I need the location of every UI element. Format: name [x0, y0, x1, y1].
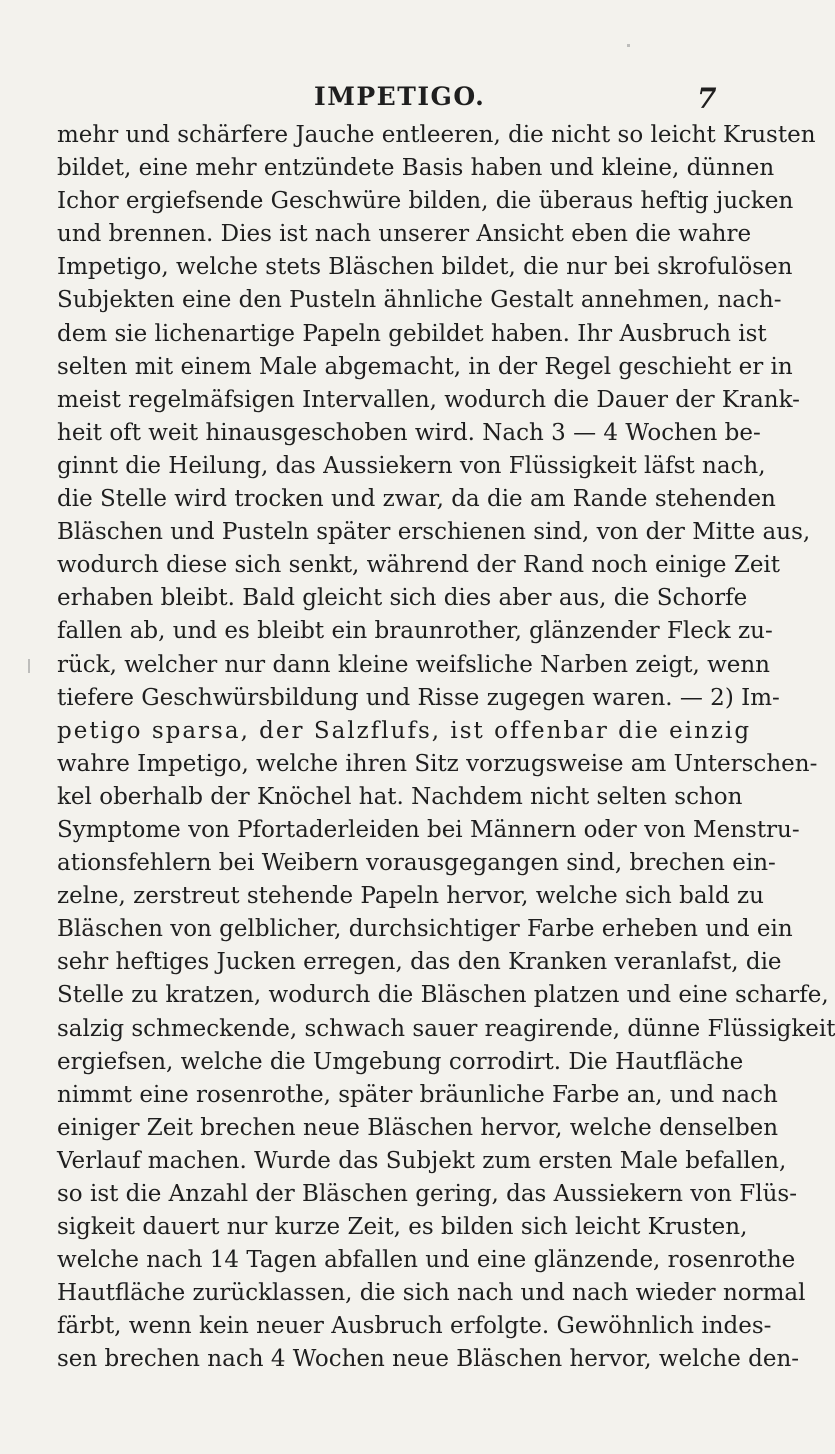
text-line: färbt, wenn kein neuer Ausbruch erfolgte. Gewöhnlich indes- [57, 1313, 772, 1340]
text-line: Impetigo, welche stets Bläschen bildet, die nur bei skrofulösen [57, 254, 793, 281]
text-line: mehr und schärfere Jauche entleeren, die nicht so leicht Krusten [57, 122, 816, 148]
text-line: einiger Zeit brechen neue Bläschen hervor, welche denselben [57, 1114, 779, 1141]
text-line: sehr heftiges Jucken erregen, das den Kranken veranlafst, die [57, 949, 782, 976]
text-line: bildet, eine mehr entzündete Basis haben und kleine, dünnen [57, 155, 775, 182]
text-line: so ist die Anzahl der Bläschen gering, das Aussiekern von Flüs- [57, 1181, 797, 1207]
text-line: und brennen. Dies ist nach unserer Ansicht eben die wahre [57, 221, 752, 248]
text-line: welche nach 14 Tagen abfallen und eine glänzende, rosenrothe [57, 1247, 796, 1274]
text-line: heit oft weit hinausgeschoben wird. Nach 3 — 4 Wochen be- [57, 419, 761, 446]
text-line: Bläschen und Pusteln später erschienen sind, von der Mitte aus, [57, 519, 811, 546]
text-line: ginnt die Heilung, das Aussiekern von Flüssigkeit läfst nach, [57, 452, 766, 479]
text-line: kel oberhalb der Knöchel hat. Nachdem nicht selten schon [57, 783, 743, 810]
text-line: Symptome von Pfortaderleiden bei Männern oder von Menstru- [57, 816, 800, 843]
text-line: zelne, zerstreut stehende Papeln hervor, welche sich bald zu [57, 883, 764, 910]
text-line: ationsfehlern bei Weibern vorausgegangen sind, brechen ein- [57, 850, 776, 877]
text-line: ergiefsen, welche die Umgebung corrodirt. Die Hautfläche [57, 1048, 744, 1075]
text-line: Bläschen von gelblicher, durchsichtiger Farbe erheben und ein [57, 916, 793, 943]
text-line: sigkeit dauert nur kurze Zeit, es bilden sich leicht Krusten, [57, 1214, 748, 1241]
text-line: dem sie lichenartige Papeln gebildet haben. Ihr Ausbruch ist [57, 320, 767, 347]
page-number: 7 [697, 82, 717, 115]
text-line: tiefere Geschwürsbildung und Risse zugegen waren. — 2) Im- [57, 684, 780, 711]
text-line: Verlauf machen. Wurde das Subjekt zum ersten Male befallen, [57, 1147, 787, 1174]
scan-speck [28, 659, 30, 673]
text-line: fallen ab, und es bleibt ein braunrother, glänzender Fleck zu- [57, 618, 773, 645]
text-line: Hautfläche zurücklassen, die sich nach und nach wieder normal [57, 1280, 806, 1307]
text-line: selten mit einem Male abgemacht, in der Regel geschieht er in [57, 353, 793, 380]
text-line: rück, welcher nur dann kleine weifsliche Narben zeigt, wenn [57, 651, 770, 678]
body-text [57, 119, 835, 1377]
text-line: Ichor ergiefsende Geschwüre bilden, die überaus heftig jucken [57, 188, 794, 215]
text-line: salzig schmeckende, schwach sauer reagirende, dünne Flüssigkeit [57, 1015, 835, 1042]
text-line: die Stelle wird trocken und zwar, da die am Rande stehenden [57, 486, 776, 513]
text-line: Subjekten eine den Pusteln ähnliche Gestalt annehmen, nach- [57, 287, 782, 314]
text-line: nimmt eine rosenrothe, später bräunliche Farbe an, und nach [57, 1081, 778, 1108]
text-line: sen brechen nach 4 Wochen neue Bläschen hervor, welche den- [57, 1346, 800, 1373]
text-line: meist regelmäfsigen Intervallen, wodurch die Dauer der Krank- [57, 386, 800, 413]
text-line: erhaben bleibt. Bald gleicht sich dies aber aus, die Schorfe [57, 585, 748, 612]
page-header [0, 82, 800, 116]
running-title: IMPETIGO. [314, 82, 486, 111]
scan-speck [627, 44, 630, 47]
text-line: wodurch diese sich senkt, während der Rand noch einige Zeit [57, 552, 781, 579]
text-line: Stelle zu kratzen, wodurch die Bläschen platzen und eine scharfe, [57, 982, 829, 1009]
text-line: petigo sparsa, der Salzflufs, ist offenbar die einzig [57, 717, 752, 744]
text-line: wahre Impetigo, welche ihren Sitz vorzugsweise am Unterschen- [57, 750, 818, 777]
